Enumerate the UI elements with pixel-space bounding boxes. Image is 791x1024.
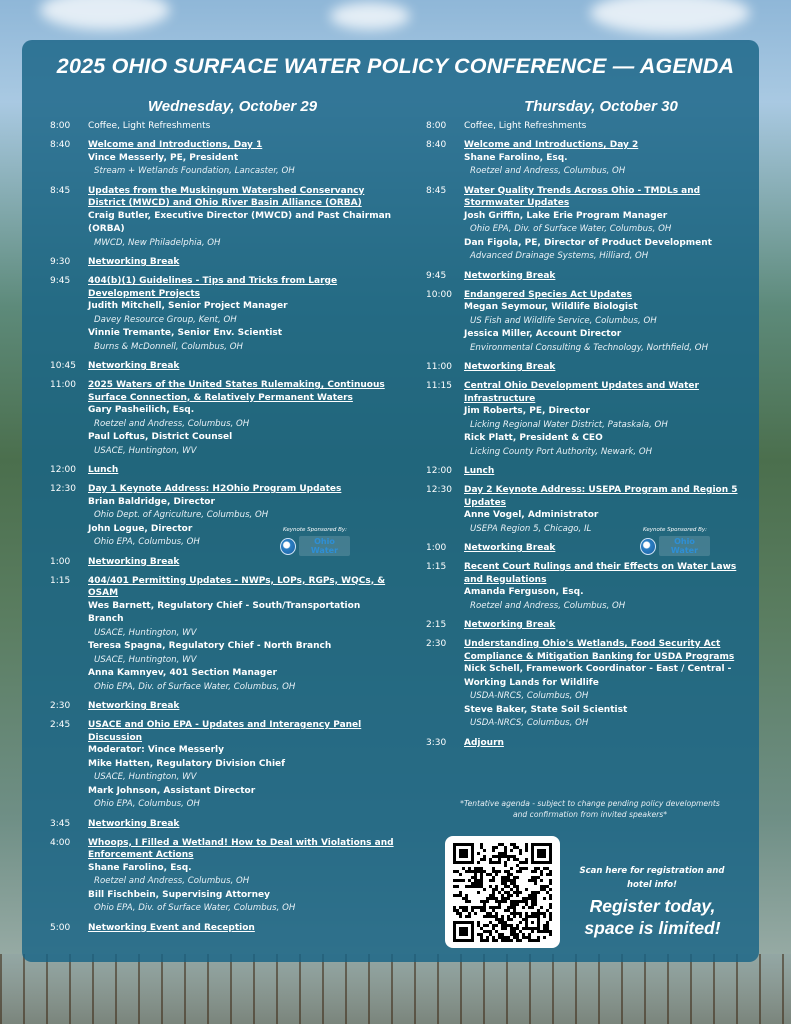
speaker-name: Mark Johnson, Assistant Director [88, 785, 256, 796]
session-body [464, 638, 756, 731]
session-title: Networking Event and Reception [88, 922, 255, 933]
keynote-sponsor-day1 [280, 527, 350, 556]
agenda-session [426, 120, 756, 133]
session-body [464, 465, 756, 478]
session-title: Lunch [464, 466, 495, 476]
speaker-name: Moderator: Vince Messerly [88, 745, 224, 755]
session-body [88, 256, 395, 269]
qr-code-icon [453, 843, 552, 942]
session-time: 2:30 [426, 639, 447, 649]
session-body [88, 120, 395, 133]
agenda-session [426, 638, 756, 731]
session-title: Central Ohio Development Updates and Water Infrastructure [464, 381, 699, 404]
session-title: Networking Break [88, 556, 180, 567]
session-body [88, 922, 395, 935]
speaker-affiliation: Advanced Drainage Systems, Hilliard, OH [470, 251, 649, 261]
session-time: 9:30 [50, 257, 71, 267]
speaker-affiliation: USACE, Huntington, WV [94, 445, 197, 456]
session-body [464, 289, 756, 356]
speaker-affiliation: Ohio EPA, Columbus, OH [94, 537, 200, 547]
speaker-name: Dan Figola, PE, Director of Product Development [464, 237, 712, 248]
session-body [88, 139, 395, 179]
session-time: 5:00 [50, 922, 71, 933]
session-title: Lunch [88, 465, 119, 475]
session-time: 1:15 [50, 575, 71, 586]
session-body [464, 139, 756, 179]
speaker-affiliation: Ohio EPA, Div. of Surface Water, Columbus, OH [94, 903, 296, 913]
session-title: Understanding Ohio's Wetlands, Food Security Act Compliance & Mitigation Banking for USDA Programs [464, 639, 735, 662]
session-time: 1:00 [50, 556, 71, 567]
agenda-session [50, 575, 395, 695]
speaker-affiliation: Licking Regional Water District, Pataskala, OH [470, 419, 668, 430]
session-body [88, 837, 395, 916]
sponsor-name: Ohio Water [299, 536, 350, 556]
speaker-affiliation: Licking County Port Authority, Newark, OH [470, 446, 653, 457]
agenda-session [426, 737, 756, 750]
session-time: 3:30 [426, 737, 447, 748]
day1-heading: Wednesday, October 29 [147, 98, 318, 115]
register-callout: Register today, space is limited! [584, 896, 721, 938]
session-body [88, 719, 395, 812]
session-body [88, 556, 395, 569]
speaker-name: Steve Baker, State Soil Scientist [464, 704, 628, 715]
speaker-name: Shane Farolino, Esq. [464, 152, 568, 163]
agenda-session [50, 185, 395, 251]
session-time: 2:30 [50, 701, 71, 711]
agenda-session [50, 464, 395, 477]
session-time: 8:45 [50, 185, 71, 196]
session-title: Networking Break [464, 270, 556, 281]
reeds-background [0, 954, 791, 1024]
agenda-session [50, 700, 395, 713]
agenda-session [426, 270, 756, 283]
sponsor-caption: Keynote Sponsored By: [642, 527, 708, 533]
session-title: Day 2 Keynote Address: USEPA Program and Region 5 Updates [464, 485, 738, 508]
speaker-affiliation: Ohio EPA, Div. of Surface Water, Columbus, OH [94, 681, 296, 692]
session-time: 11:15 [426, 381, 452, 391]
session-time: 3:45 [50, 818, 71, 829]
speaker-name: Jim Roberts, PE, Director [464, 406, 590, 416]
session-time: 12:00 [426, 466, 452, 476]
speaker-affiliation: US Fish and Wildlife Service, Columbus, OH [470, 315, 657, 326]
session-time: 1:00 [426, 543, 447, 553]
session-body [464, 737, 756, 750]
session-time: 8:40 [50, 140, 71, 150]
agenda-session [426, 361, 756, 374]
speaker-name: Bill Fischbein, Supervising Attorney [88, 889, 270, 900]
session-body [464, 270, 756, 283]
agenda-session [426, 619, 756, 632]
session-body [88, 464, 395, 477]
tentative-note: *Tentative agenda - subject to change pending policy developments and confirmation from invited speakers* [460, 799, 720, 819]
speaker-name: Anne Vogel, Administrator [464, 510, 599, 520]
agenda-session [426, 139, 756, 179]
session-time: 10:00 [426, 289, 452, 300]
speaker-name: Jessica Miller, Account Director [464, 329, 622, 339]
session-title: Networking Break [88, 361, 180, 371]
agenda-session [50, 556, 395, 569]
speaker-name: Judith Mitchell, Senior Project Manager [88, 301, 288, 311]
day2-heading: Thursday, October 30 [524, 98, 678, 115]
session-title: Welcome and Introductions, Day 2 [464, 140, 639, 150]
speaker-name: Brian Baldridge, Director [88, 496, 215, 507]
session-time: 1:15 [426, 562, 447, 572]
speaker-affiliation: Roetzel and Andress, Columbus, OH [470, 166, 626, 176]
speaker-name: Josh Griffin, Lake Erie Program Manager [464, 210, 668, 221]
speaker-name: Wes Barnett, Regulatory Chief - South/Transportation Branch [88, 600, 361, 624]
speaker-name: Rick Platt, President & CEO [464, 433, 603, 443]
session-body [88, 379, 395, 458]
speaker-affiliation: Ohio EPA, Columbus, OH [94, 799, 200, 809]
speaker-name: Nick Schell, Framework Coordinator - East / Central - Working Lands for Wildlife [464, 664, 732, 688]
water-drop-icon [640, 538, 656, 555]
session-title: Adjourn [464, 737, 504, 748]
session-body [464, 561, 756, 613]
speaker-affiliation: Roetzel and Andress, Columbus, OH [94, 418, 250, 429]
session-body [88, 700, 395, 713]
cloud-decoration [590, 0, 750, 34]
keynote-sponsor-day2 [640, 527, 710, 556]
cloud-decoration [40, 0, 170, 30]
session-body [88, 818, 395, 831]
cloud-decoration [330, 2, 410, 30]
speaker-affiliation: Roetzel and Andress, Columbus, OH [94, 876, 250, 886]
agenda-session [426, 185, 756, 264]
speaker-affiliation: Burns & McDonnell, Columbus, OH [94, 341, 243, 352]
speaker-affiliation: USEPA Region 5, Chicago, IL [470, 523, 592, 534]
session-body [88, 575, 395, 695]
day2-column [426, 98, 756, 756]
session-body [464, 185, 756, 264]
agenda-session [50, 275, 395, 354]
session-body [88, 185, 395, 251]
session-title: USACE and Ohio EPA - Updates and Interagency Panel Discussion [88, 720, 362, 743]
session-time: 9:45 [50, 276, 71, 286]
session-time: 8:00 [50, 121, 71, 131]
session-title: Networking Break [88, 701, 180, 711]
session-title: Coffee, Light Refreshments [88, 121, 211, 131]
speaker-affiliation: USACE, Huntington, WV [94, 654, 197, 665]
agenda-session [426, 465, 756, 478]
session-title: Endangered Species Act Updates [464, 289, 632, 300]
speaker-name: Megan Seymour, Wildlife Biologist [464, 302, 638, 312]
sponsor-caption: Keynote Sponsored By: [282, 527, 348, 533]
agenda-session [50, 120, 395, 133]
session-time: 2:15 [426, 620, 447, 630]
session-title: Networking Break [88, 257, 180, 267]
speaker-name: Amanda Ferguson, Esq. [464, 587, 584, 597]
session-body [464, 361, 756, 374]
scan-instructions: Scan here for registration and hotel info! [579, 866, 725, 890]
session-title: Updates from the Muskingum Watershed Conservancy District (MWCD) and Ohio River Basin Alliance (ORBA) [88, 185, 365, 208]
water-drop-icon [280, 538, 296, 555]
session-time: 9:45 [426, 270, 447, 281]
speaker-name: John Logue, Director [88, 523, 193, 534]
session-time: 12:30 [50, 484, 76, 494]
speaker-name: Vince Messerly, PE, President [88, 152, 239, 163]
session-body [464, 484, 756, 536]
ohio-water-logo [640, 536, 710, 556]
speaker-affiliation: MWCD, New Philadelphia, OH [94, 237, 221, 248]
speaker-name: Teresa Spagna, Regulatory Chief - North Branch [88, 641, 332, 651]
speaker-affiliation: USDA-NRCS, Columbus, OH [470, 691, 589, 701]
speaker-affiliation: Ohio Dept. of Agriculture, Columbus, OH [94, 510, 269, 520]
speaker-affiliation: Environmental Consulting & Technology, Northfield, OH [470, 342, 709, 353]
sponsor-name: Ohio Water [659, 536, 710, 556]
agenda-session [50, 818, 395, 831]
session-time: 10:45 [50, 361, 76, 371]
speaker-affiliation: Stream + Wetlands Foundation, Lancaster, OH [94, 166, 295, 176]
agenda-session [50, 719, 395, 812]
speaker-name: Vinnie Tremante, Senior Env. Scientist [88, 328, 283, 338]
speaker-name: Gary Pasheilich, Esq. [88, 405, 195, 415]
session-body [464, 120, 756, 133]
registration-qr-code[interactable] [445, 836, 560, 948]
ohio-water-logo [280, 536, 350, 556]
session-time: 8:00 [426, 121, 447, 131]
agenda-session [426, 289, 756, 356]
session-title: Networking Break [464, 620, 556, 630]
page-title: 2025 OHIO SURFACE WATER POLICY CONFERENCE — AGENDA [56, 54, 735, 78]
day1-column [50, 98, 395, 941]
agenda-session [50, 837, 395, 916]
speaker-name: Mike Hatten, Regulatory Division Chief [88, 758, 286, 769]
session-time: 11:00 [426, 362, 452, 372]
session-body [464, 380, 756, 459]
day2-sessions [426, 120, 756, 750]
session-title: Whoops, I Filled a Wetland! How to Deal with Violations and Enforcement Actions [88, 837, 394, 860]
speaker-name: Shane Farolino, Esq. [88, 862, 192, 873]
session-title: 404(b)(1) Guidelines - Tips and Tricks from Large Development Projects [88, 276, 338, 299]
agenda-session [50, 139, 395, 179]
speaker-name: Craig Butler, Executive Director (MWCD) and Past Chairman (ORBA) [88, 210, 392, 234]
session-title: Water Quality Trends Across Ohio - TMDLs and Stormwater Updates [464, 185, 701, 208]
session-time: 11:00 [50, 380, 76, 390]
session-title: Day 1 Keynote Address: H2Ohio Program Updates [88, 484, 342, 494]
agenda-session [50, 922, 395, 935]
session-time: 2:45 [50, 720, 71, 730]
session-title: Coffee, Light Refreshments [464, 121, 587, 131]
session-body [88, 275, 395, 354]
session-title: Networking Break [464, 543, 556, 553]
session-title: Networking Break [88, 818, 180, 829]
session-title: Networking Break [464, 362, 556, 372]
session-title: 2025 Waters of the United States Rulemaking, Continuous Surface Connection, & Relatively Permanent Waters [88, 380, 385, 403]
speaker-affiliation: Roetzel and Andress, Columbus, OH [470, 600, 626, 611]
session-title: Welcome and Introductions, Day 1 [88, 140, 263, 150]
agenda-session [50, 256, 395, 269]
session-title: 404/401 Permitting Updates - NWPs, LOPs, RGPs, WQCs, & OSAM [88, 575, 386, 598]
session-title: Recent Court Rulings and their Effects on Water Laws and Regulations [464, 562, 737, 585]
session-time: 12:00 [50, 465, 76, 475]
speaker-affiliation: USACE, Huntington, WV [94, 627, 197, 638]
session-time: 12:30 [426, 485, 452, 495]
session-body [464, 542, 756, 555]
session-time: 8:45 [426, 185, 447, 196]
speaker-name: Paul Loftus, District Counsel [88, 432, 233, 442]
agenda-session [50, 360, 395, 373]
speaker-affiliation: USDA-NRCS, Columbus, OH [470, 718, 589, 728]
session-body [464, 619, 756, 632]
speaker-affiliation: Davey Resource Group, Kent, OH [94, 314, 237, 325]
speaker-affiliation: Ohio EPA, Div. of Surface Water, Columbus, OH [470, 224, 672, 234]
session-body [88, 360, 395, 373]
speaker-name: Anna Kamnyev, 401 Section Manager [88, 668, 277, 678]
speaker-affiliation: USACE, Huntington, WV [94, 772, 197, 782]
session-time: 8:40 [426, 140, 447, 150]
agenda-session [50, 379, 395, 458]
agenda-session [426, 561, 756, 613]
session-time: 4:00 [50, 837, 71, 848]
agenda-session [426, 380, 756, 459]
